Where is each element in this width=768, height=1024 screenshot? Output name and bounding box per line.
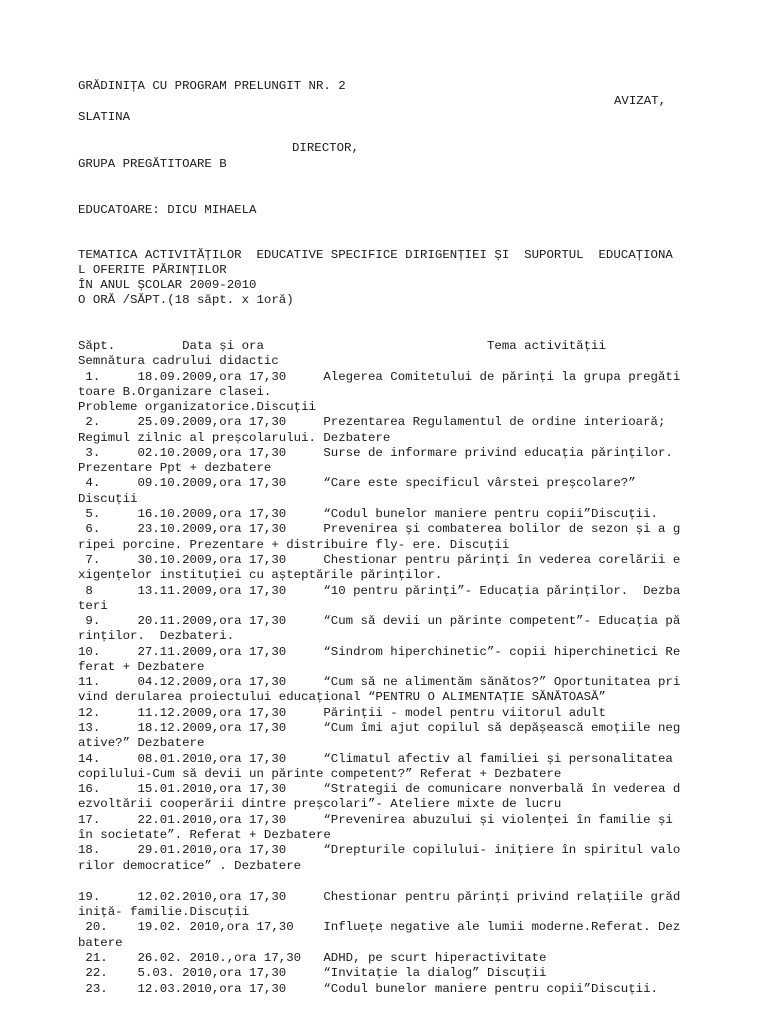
schedule-line: 17. 22.01.2010,ora 17,30 “Prevenirea abuzului și violenței în familie și	[78, 813, 673, 827]
hours-per-week: O ORĂ /SĂPT.(18 săpt. x 1oră)	[78, 293, 294, 307]
schedule-line: 16. 15.01.2010,ora 17,30 “Strategii de comunicare nonverbală în vederea d	[78, 782, 681, 796]
schedule-line: 13. 18.12.2009,ora 17,30 “Cum îmi ajut copilul să depășească emoțiile neg	[78, 721, 681, 735]
schedule-line: 3. 02.10.2009,ora 17,30 Surse de informare privind educația părinților.	[78, 446, 673, 460]
schedule-line: 18. 29.01.2010,ora 17,30 “Drepturile copilului- inițiere în spiritul valo	[78, 843, 681, 857]
schedule-line: toare B.Organizare clasei.	[78, 385, 272, 399]
schedule-line: 23. 12.03.2010,ora 17,30 “Codul bunelor maniere pentru copii”Discuții.	[78, 982, 658, 996]
kindergarten-name: GRĂDINIȚA CU PROGRAM PRELUNGIT NR. 2	[78, 79, 346, 93]
table-header: Săpt. Data și ora Tema activității	[78, 339, 606, 353]
school-year: ÎN ANUL ȘCOLAR 2009-2010	[78, 278, 257, 292]
schedule-line: 2. 25.09.2009,ora 17,30 Prezentarea Regulamentul de ordine interioară;	[78, 415, 666, 429]
schedule-line: 6. 23.10.2009,ora 17,30 Prevenirea și combaterea bolilor de sezon și a g	[78, 522, 681, 536]
schedule-line: 22. 5.03. 2010,ora 17,30 “Invitație la dialog” Discuții	[78, 966, 547, 980]
schedule-line: Prezentare Ppt + dezbatere	[78, 461, 272, 475]
schedule-line: vind derularea proiectului educațional “PENTRU O ALIMENTAȚIE SĂNĂTOASĂ”	[78, 690, 606, 704]
schedule-line: iniță- familie.Discuții	[78, 905, 250, 919]
schedule-line: 12. 11.12.2009,ora 17,30 Părinții - model pentru viitorul adult	[78, 706, 606, 720]
schedule-line: Probleme organizatorice.Discuții	[78, 400, 316, 414]
schedule-line: rinților. Dezbateri.	[78, 629, 235, 643]
group-name: GRUPA PREGĂTITOARE B	[78, 157, 227, 171]
schedule-line: Regimul zilnic al preșcolarului. Dezbatere	[78, 431, 391, 445]
schedule-line: 4. 09.10.2009,ora 17,30 “Care este specificul vârstei preșcolare?”	[78, 476, 636, 490]
document-title-cont: L OFERITE PĂRINȚILOR	[78, 263, 227, 277]
schedule-line: xigențelor instituției cu așteptările părinților.	[78, 568, 443, 582]
schedule-line: batere	[78, 936, 123, 950]
teacher-name: EDUCATOARE: DICU MIHAELA	[78, 203, 257, 217]
document-title: TEMATICA ACTIVITĂȚILOR EDUCATIVE SPECIFICE DIRIGENȚIEI ȘI SUPORTUL EDUCAȚIONA	[78, 248, 673, 262]
schedule-line: 7. 30.10.2009,ora 17,30 Chestionar pentru părinți în vederea corelării e	[78, 553, 681, 567]
schedule-line: 21. 26.02. 2010.,ora 17,30 ADHD, pe scurt hiperactivitate	[78, 951, 547, 965]
table-header-signature: Semnătura cadrului didactic	[78, 354, 279, 368]
schedule-line: ezvoltării cooperării dintre preșcolari”- Ateliere mixte de lucru	[78, 797, 562, 811]
schedule-line: copilului-Cum să devii un părinte competent?” Referat + Dezbatere	[78, 767, 562, 781]
approval-label: AVIZAT,	[614, 94, 667, 108]
schedule-line: ative?” Dezbatere	[78, 736, 205, 750]
schedule-line: 1. 18.09.2009,ora 17,30 Alegerea Comitetului de părinți la grupa pregăti	[78, 370, 681, 384]
schedule-line: 19. 12.02.2010,ora 17,30 Chestionar pentru părinți privind relațiile grăd	[78, 890, 681, 904]
schedule-line: Discuții	[78, 492, 138, 506]
schedule-line: rilor democratice” . Dezbatere	[78, 859, 302, 873]
schedule-line: 8 13.11.2009,ora 17,30 “10 pentru părinți”- Educația părinților. Dezba	[78, 584, 681, 598]
schedule-line: teri	[78, 599, 108, 613]
schedule-line: ripei porcine. Prezentare + distribuire fly- ere. Discuții	[78, 538, 510, 552]
schedule-line: ferat + Dezbatere	[78, 660, 205, 674]
schedule-line: 5. 16.10.2009,ora 17,30 “Codul bunelor maniere pentru copii”Discuții.	[78, 507, 658, 521]
schedule-line: 11. 04.12.2009,ora 17,30 “Cum să ne alimentăm sănătos?” Oportunitatea pri	[78, 675, 681, 689]
schedule-line: 9. 20.11.2009,ora 17,30 “Cum să devii un părinte competent”- Educația pă	[78, 614, 681, 628]
schedule-line: 20. 19.02. 2010,ora 17,30 Influețe negative ale lumii moderne.Referat. Dez	[78, 920, 681, 934]
director-label: DIRECTOR,	[292, 141, 359, 155]
city-name: SLATINA	[78, 110, 131, 124]
schedule-line: 14. 08.01.2010,ora 17,30 “Climatul afectiv al familiei și personalitatea	[78, 752, 673, 766]
schedule-line: în societate”. Referat + Dezbatere	[78, 828, 331, 842]
schedule-line: 10. 27.11.2009,ora 17,30 “Sindrom hiperchinetic”- copii hiperchinetici Re	[78, 645, 681, 659]
